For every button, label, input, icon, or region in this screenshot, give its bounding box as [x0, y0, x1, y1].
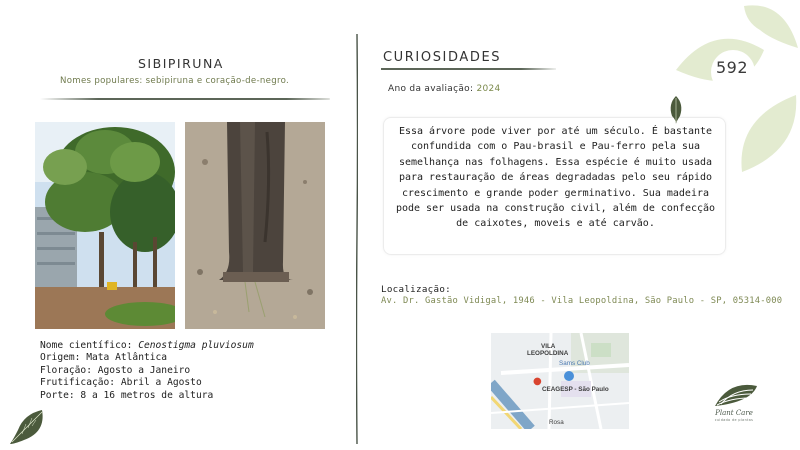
map-label-district-1: VILA	[541, 343, 556, 350]
curiosities-text: Essa árvore pode viver por até um século. É bastante confundida com o Pau-brasil e Pau-ferro pela sua semelhança nas folhagens. Essa espécie é muito usada para restauração de áreas degradadas pelo seu rápido crescimento e grande poder germinativo. Sua madeira pode ser usada na construção civil, além de confecção de caixotes, moveis e até carvão.	[395, 126, 716, 230]
location-label: Localização:	[381, 284, 451, 295]
curiosities-title: CURIOSIDADES	[383, 50, 502, 65]
map-label-place-1: Sams Club	[559, 360, 590, 367]
popular-names: Nomes populares: sebipiruna e coração-de-negro.	[60, 76, 290, 86]
map-label-street: Rosa	[549, 419, 564, 426]
brand-tagline: cuidado de plantas	[714, 418, 754, 422]
species-title: SIBIPIRUNA	[138, 56, 224, 71]
scientific-value: Cenostigma pluviosum	[138, 340, 254, 351]
corner-leaf-icon	[8, 408, 46, 446]
map-label-place-2: CEAGESP - São Paulo	[542, 386, 609, 393]
small-leaf-icon	[668, 96, 684, 124]
title-underline	[40, 98, 330, 100]
map-label-district-2: LEOPOLDINA	[527, 350, 569, 357]
location-address: Av. Dr. Gastão Vidigal, 1946 - Vila Leopoldina, São Paulo - SP, 05314-000	[381, 296, 783, 306]
decorative-leaves-icon	[674, 0, 800, 180]
evaluation-year	[388, 84, 501, 94]
map-pin-icon[interactable]: ●	[533, 376, 542, 387]
year-value: 2024	[476, 84, 501, 94]
fruiting: Frutificação: Abril a Agosto	[40, 377, 202, 389]
flowering: Floração: Agosto a Janeiro	[40, 364, 191, 376]
tree-photo-canopy	[35, 122, 175, 329]
curiosities-underline	[381, 68, 556, 70]
origin: Origem: Mata Atlântica	[40, 352, 168, 364]
tree-photo-trunk	[185, 122, 325, 329]
brand-name: Plant Care	[715, 409, 753, 417]
scientific-name	[40, 340, 254, 352]
scientific-label: Nome científico:	[40, 340, 133, 351]
size: Porte: 8 a 16 metros de altura	[40, 389, 214, 401]
species-facts	[40, 340, 254, 402]
year-label: Ano da avaliação:	[388, 84, 474, 94]
vertical-divider	[356, 34, 358, 444]
location-map[interactable]	[491, 333, 629, 429]
tree-number: 592	[715, 58, 749, 77]
